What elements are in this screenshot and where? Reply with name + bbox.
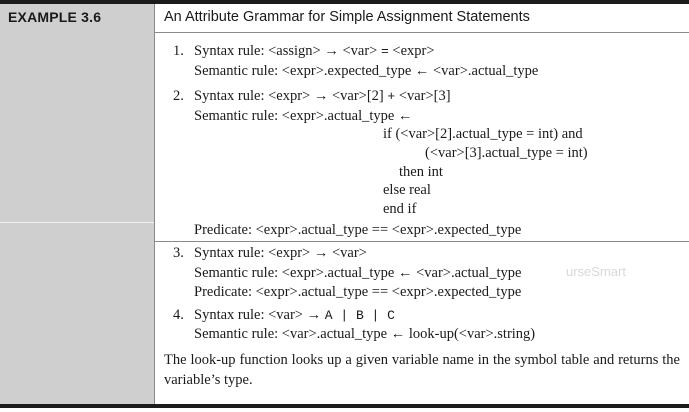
semantic-rule: Semantic rule: <var>.actual_type ← look-up(<var>.string): [194, 326, 536, 342]
condition-else: else real: [383, 182, 431, 198]
semantic-rule: Semantic rule: <expr>.actual_type ←: [194, 108, 413, 124]
rule-number: 1.: [173, 43, 184, 59]
description-paragraph: The look-up function looks up a given variable name in the symbol table and returns the variable’s type.: [164, 352, 680, 388]
syntax-text: Syntax rule: <assign> → <var>: [194, 43, 381, 59]
syntax-text: Syntax rule: <var> →: [194, 307, 325, 323]
syntax-text: <var>[3]: [395, 88, 451, 104]
syntax-rule: [194, 43, 435, 60]
rule-number: 2.: [173, 88, 184, 104]
section-divider: [155, 241, 689, 242]
title-divider: [155, 32, 689, 33]
sidebar-panel: [0, 4, 154, 404]
example-label: EXAMPLE 3.6: [8, 9, 102, 25]
rule-number: 4.: [173, 307, 184, 323]
syntax-rule: Syntax rule: <expr> → <var>: [194, 245, 367, 261]
operator-symbol: =: [380, 44, 389, 59]
syntax-rule: [194, 307, 395, 324]
syntax-rule: [194, 88, 451, 105]
example-title: An Attribute Grammar for Simple Assignment Statements: [164, 9, 530, 25]
condition-and: (<var>[3].actual_type = int): [425, 145, 588, 161]
sidebar-divider: [0, 222, 154, 223]
syntax-text: Syntax rule: <expr> → <var>[2]: [194, 88, 388, 104]
bottom-rule: [0, 404, 689, 408]
semantic-rule: Semantic rule: <expr>.expected_type ← <var>.actual_type: [194, 63, 539, 79]
condition-then: then int: [399, 164, 443, 180]
condition-end: end if: [383, 201, 417, 217]
semantic-rule: Semantic rule: <expr>.actual_type ← <var>.actual_type: [194, 265, 522, 281]
rule-number: 3.: [173, 245, 184, 261]
condition-if: if (<var>[2].actual_type = int) and: [383, 126, 583, 142]
predicate: Predicate: <expr>.actual_type == <expr>.expected_type: [194, 284, 522, 300]
predicate: Predicate: <expr>.actual_type == <expr>.expected_type: [194, 222, 522, 238]
watermark: urseSmart: [566, 264, 626, 279]
terminal-symbols: A | B | C: [324, 308, 395, 323]
syntax-text: <expr>: [388, 43, 435, 59]
operator-symbol: +: [387, 89, 396, 104]
column-divider: [154, 4, 155, 404]
